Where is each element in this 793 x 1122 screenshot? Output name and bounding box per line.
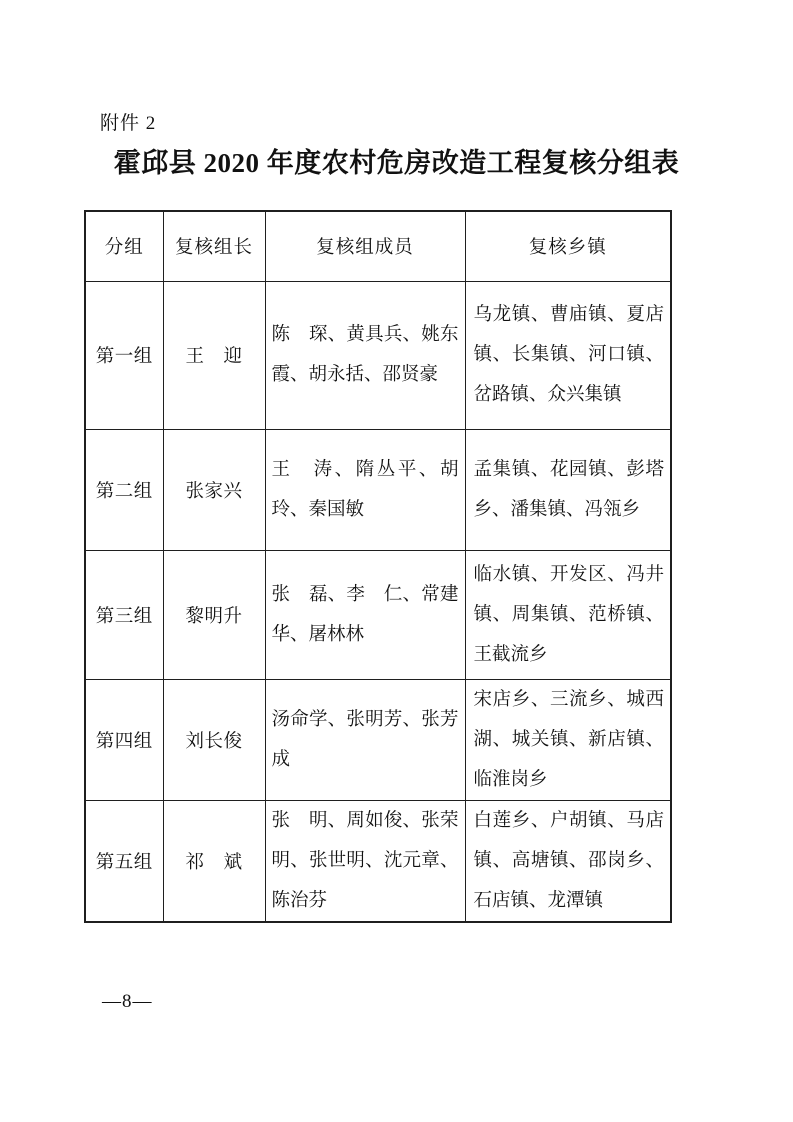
table-row bbox=[85, 281, 671, 429]
group-cell: 第四组 bbox=[85, 679, 163, 800]
page-title: 霍邱县 2020 年度农村危房改造工程复核分组表 bbox=[113, 148, 680, 178]
members-cell: 王 涛、隋丛平、胡玲、秦国敏 bbox=[265, 429, 465, 550]
table-header-row bbox=[85, 211, 671, 281]
townships-cell: 孟集镇、花园镇、彭塔乡、潘集镇、冯瓴乡 bbox=[465, 429, 671, 550]
townships-cell: 白莲乡、户胡镇、马店镇、高塘镇、邵岗乡、石店镇、龙潭镇 bbox=[465, 800, 671, 922]
column-header-members: 复核组成员 bbox=[265, 211, 465, 281]
column-header-leader: 复核组长 bbox=[163, 211, 265, 281]
table-row bbox=[85, 429, 671, 550]
group-cell: 第二组 bbox=[85, 429, 163, 550]
leader-cell: 祁 斌 bbox=[163, 800, 265, 922]
group-cell: 第五组 bbox=[85, 800, 163, 922]
table-row bbox=[85, 550, 671, 679]
column-header-group: 分组 bbox=[85, 211, 163, 281]
leader-cell: 黎明升 bbox=[163, 550, 265, 679]
group-cell: 第三组 bbox=[85, 550, 163, 679]
townships-cell: 宋店乡、三流乡、城西湖、城关镇、新店镇、临淮岗乡 bbox=[465, 679, 671, 800]
leader-cell: 王 迎 bbox=[163, 281, 265, 429]
attachment-label: 附件 2 bbox=[100, 113, 157, 134]
leader-cell: 张家兴 bbox=[163, 429, 265, 550]
townships-cell: 临水镇、开发区、冯井镇、周集镇、范桥镇、王截流乡 bbox=[465, 550, 671, 679]
townships-cell: 乌龙镇、曹庙镇、夏店镇、长集镇、河口镇、岔路镇、众兴集镇 bbox=[465, 281, 671, 429]
members-cell: 张 明、周如俊、张荣明、张世明、沈元章、陈治芬 bbox=[265, 800, 465, 922]
review-group-table bbox=[84, 210, 672, 923]
page-number: —8— bbox=[102, 991, 153, 1012]
members-cell: 张 磊、李 仁、常建华、屠林林 bbox=[265, 550, 465, 679]
table-row bbox=[85, 800, 671, 922]
leader-cell: 刘长俊 bbox=[163, 679, 265, 800]
group-cell: 第一组 bbox=[85, 281, 163, 429]
members-cell: 汤命学、张明芳、张芳成 bbox=[265, 679, 465, 800]
members-cell: 陈 琛、黄具兵、姚东霞、胡永括、邵贤豪 bbox=[265, 281, 465, 429]
table-row bbox=[85, 679, 671, 800]
column-header-townships: 复核乡镇 bbox=[465, 211, 671, 281]
